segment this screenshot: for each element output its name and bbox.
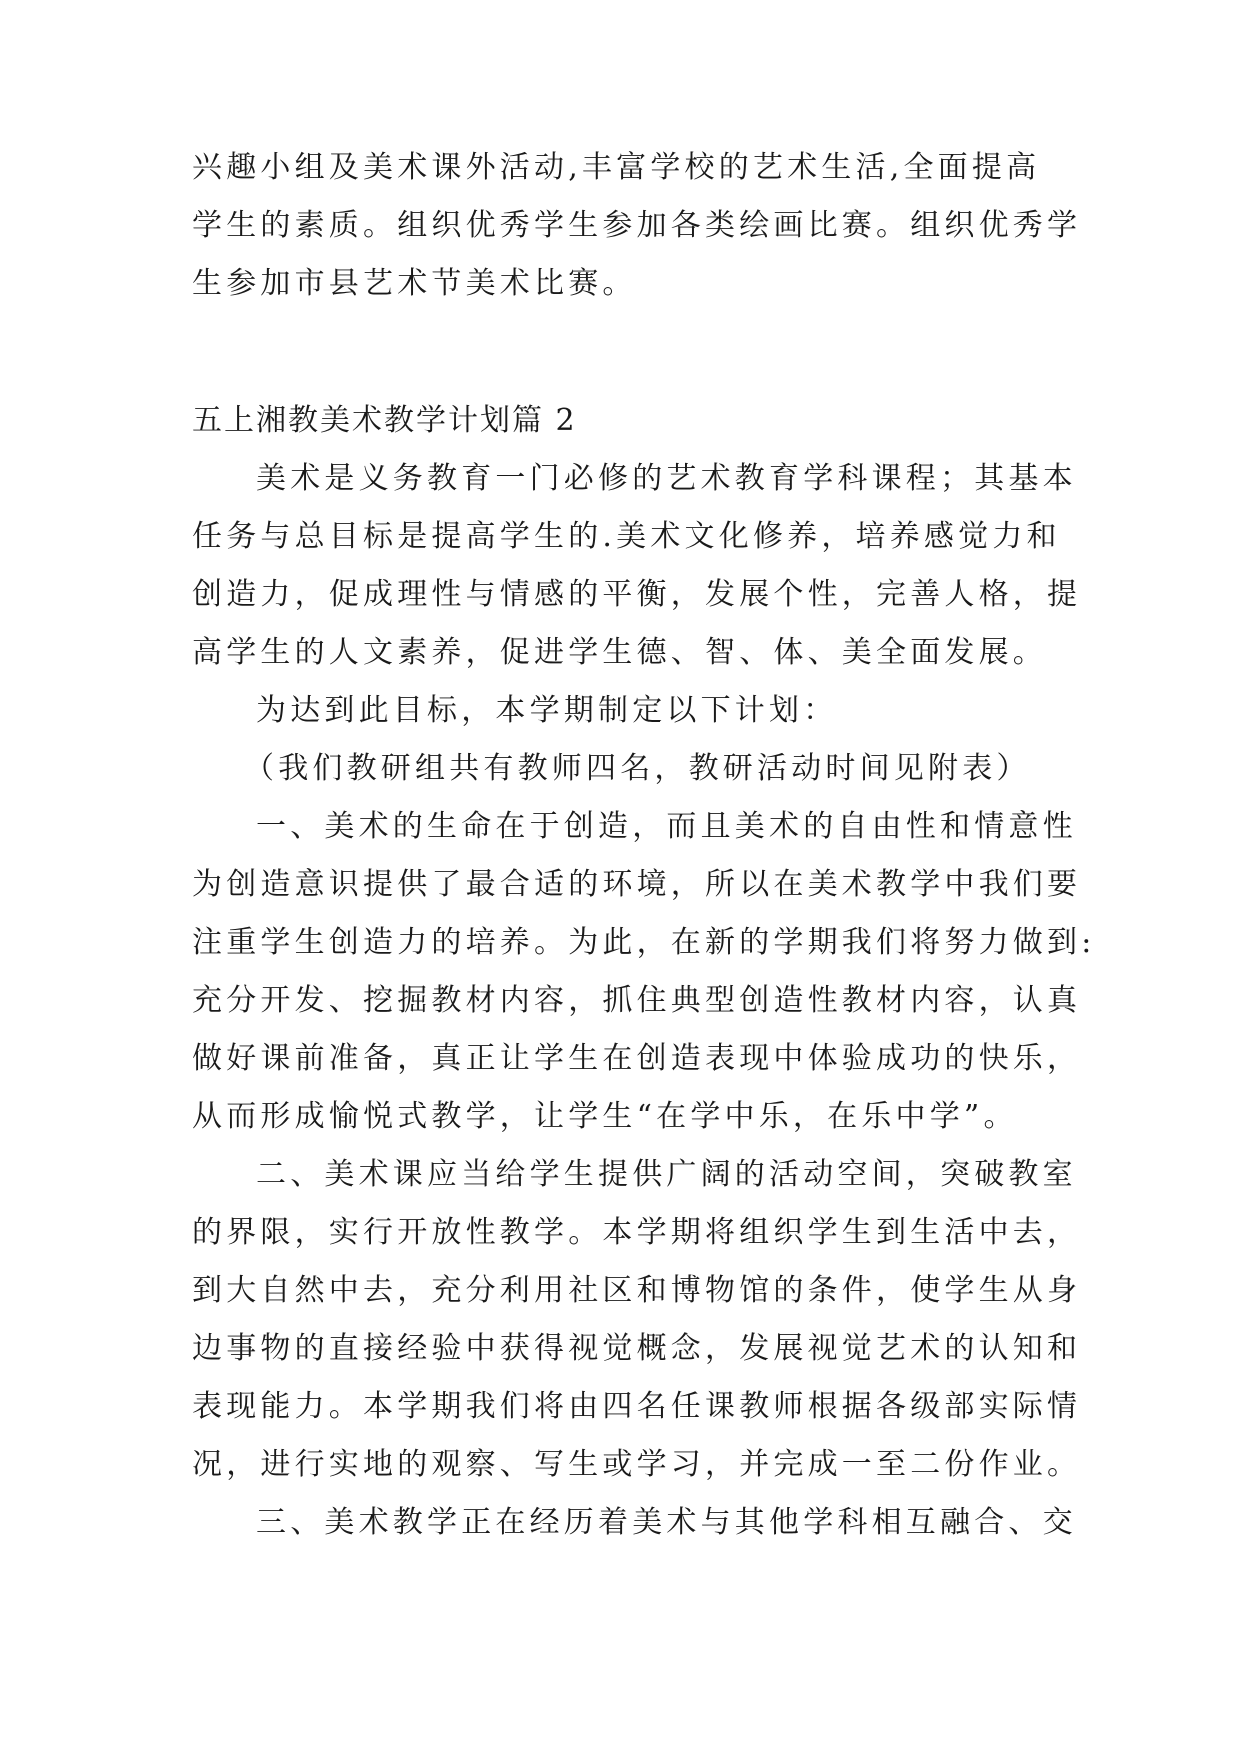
paragraph-5-line-4: 充分开发、挖掘教材内容，抓住典型创造性教材内容，认真 [192, 983, 1082, 1018]
paragraph-7-line-1: 三、美术教学正在经历着美术与其他学科相互融合、交 [256, 1505, 1077, 1540]
paragraph-5-line-6: 从而形成愉悦式教学，让学生“在学中乐，在乐中学”。 [192, 1099, 1018, 1134]
paragraph-5-line-3: 注重学生创造力的培养。为此，在新的学期我们将努力做到: [192, 925, 1096, 960]
paragraph-5-line-1: 一、美术的生命在于创造，而且美术的自由性和情意性 [256, 809, 1077, 844]
paragraph-1-line-1: 兴趣小组及美术课外活动,丰富学校的艺术生活,全面提高 [192, 150, 1041, 185]
paragraph-6-line-4: 边事物的直接经验中获得视觉概念，发展视觉艺术的认知和 [192, 1331, 1082, 1366]
paragraph-2-line-1: 美术是义务教育一门必修的艺术教育学科课程；其基本 [256, 461, 1077, 496]
paragraph-6-line-5: 表现能力。本学期我们将由四名任课教师根据各级部实际情 [192, 1389, 1082, 1424]
paragraph-6-line-1: 二、美术课应当给学生提供广阔的活动空间，突破教室 [256, 1157, 1077, 1192]
paragraph-6-line-2: 的界限，实行开放性教学。本学期将组织学生到生活中去， [192, 1215, 1082, 1250]
paragraph-1-line-3: 生参加市县艺术节美术比赛。 [192, 266, 637, 301]
paragraph-2-line-4: 高学生的人文素养，促进学生德、智、体、美全面发展。 [192, 635, 1047, 670]
paragraph-6-line-3: 到大自然中去，充分利用社区和博物馆的条件，使学生从身 [192, 1273, 1082, 1308]
paragraph-5-line-2: 为创造意识提供了最合适的环境，所以在美术教学中我们要 [192, 867, 1082, 902]
paragraph-3: 为达到此目标，本学期制定以下计划： [256, 693, 838, 728]
paragraph-5-line-5: 做好课前准备，真正让学生在创造表现中体验成功的快乐， [192, 1041, 1082, 1076]
paragraph-4: （我们教研组共有教师四名，教研活动时间见附表） [244, 751, 1031, 786]
paragraph-1-line-2: 学生的素质。组织优秀学生参加各类绘画比赛。组织优秀学 [192, 208, 1082, 243]
section-heading: 五上湘教美术教学计划篇 2 [192, 403, 577, 438]
paragraph-6-line-6: 况，进行实地的观察、写生或学习，并完成一至二份作业。 [192, 1447, 1082, 1482]
paragraph-2-line-3: 创造力，促成理性与情感的平衡，发展个性，完善人格，提 [192, 577, 1082, 612]
paragraph-2-line-2: 任务与总目标是提高学生的.美术文化修养，培养感觉力和 [192, 519, 1061, 554]
